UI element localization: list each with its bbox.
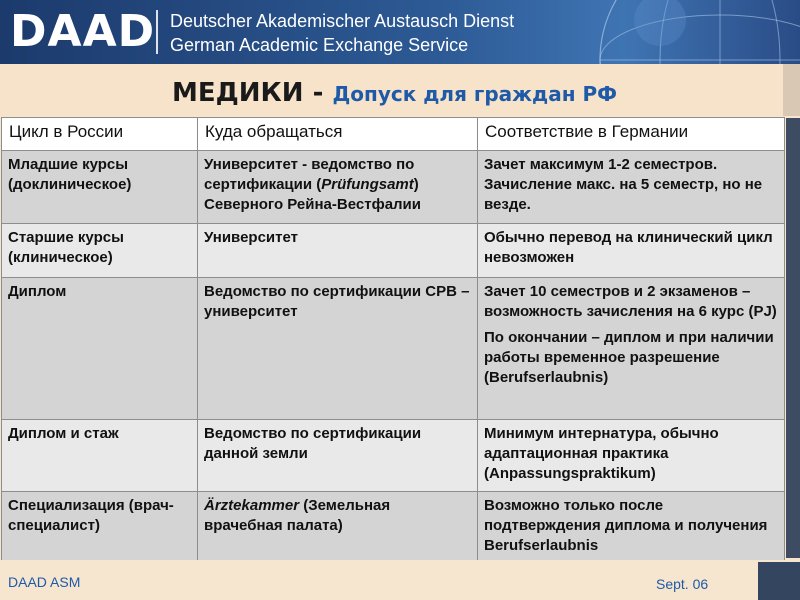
logo-divider <box>156 10 158 54</box>
cell-equivalent-para-2: По окончании – диплом и при наличии работы временное разрешение (Berufserlaubnis) <box>484 329 774 386</box>
right-edge <box>783 64 800 116</box>
side-panel <box>786 118 800 558</box>
table-row <box>2 151 785 224</box>
title-main: МЕДИКИ <box>172 78 304 108</box>
cell-equivalent-para-1: Зачет 10 семестров и 2 экзаменов – возможность зачисления на 6 курс (PJ) <box>484 283 777 320</box>
cell-authority: Университет - ведомство по сертификации (Prüfungsamt) Северного Рейна-Вестфалии <box>198 151 478 224</box>
header-germany-equivalent: Соответствие в Германии <box>478 118 785 151</box>
header-cycle-russia: Цикл в России <box>2 118 198 151</box>
cell-equivalent: Минимум интернатура, обычно адаптационная практика (Anpassungspraktikum) <box>478 420 785 492</box>
admission-table <box>1 117 785 566</box>
table-header-row <box>2 118 785 151</box>
header-where-to-apply: Куда обращаться <box>198 118 478 151</box>
cell-cycle: Старшие курсы (клиническое) <box>2 224 198 278</box>
cell-equivalent: Зачет максимум 1-2 семестров. Зачисление макс. на 5 семестр, но не везде. <box>478 151 785 224</box>
org-name-german: Deutscher Akademischer Austausch Dienst <box>170 11 515 31</box>
table-row <box>2 492 785 566</box>
cell-authority: Ведомство по сертификации данной земли <box>198 420 478 492</box>
cell-cycle: Специализация (врач-специалист) <box>2 492 198 566</box>
org-name-english: German Academic Exchange Service <box>170 35 469 55</box>
header-banner <box>0 0 800 64</box>
cell-authority: Ärztekammer (Земельная врачебная палата) <box>198 492 478 566</box>
cell-authority: Ведомство по сертификации СРВ – университет <box>198 278 478 420</box>
daad-logo: DAAD <box>10 6 156 57</box>
cell-cycle: Диплом и стаж <box>2 420 198 492</box>
table-row <box>2 224 785 278</box>
title-separator: - <box>303 78 333 108</box>
title-subtitle: Допуск для граждан РФ <box>332 82 617 106</box>
corner-block <box>758 562 800 600</box>
cell-cycle: Младшие курсы (доклиническое) <box>2 151 198 224</box>
cell-authority: Университет <box>198 224 478 278</box>
cell-cycle: Диплом <box>2 278 198 420</box>
cell-authority-italic: Ärztekammer <box>204 497 300 514</box>
slide-title <box>172 78 617 108</box>
footer-date: Sept. 06 <box>656 576 709 592</box>
table-row <box>2 278 785 420</box>
cell-equivalent <box>478 278 785 420</box>
cell-authority-italic: Prüfungsamt <box>321 176 414 193</box>
cell-equivalent: Возможно только после подтверждения диплома и получения Berufserlaubnis <box>478 492 785 566</box>
cell-equivalent: Обычно перевод на клинический цикл невозможен <box>478 224 785 278</box>
footer-org: DAAD ASM <box>8 574 81 590</box>
table-row <box>2 420 785 492</box>
globe-icon <box>560 0 800 64</box>
